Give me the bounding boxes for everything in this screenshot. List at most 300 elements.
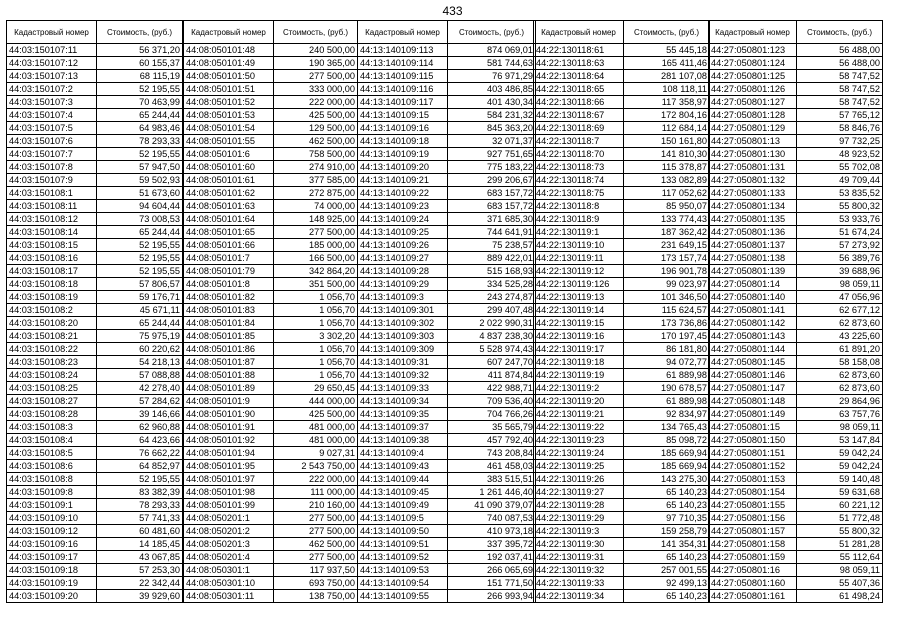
cadastral-number-cell: 44:27:050801:147 — [709, 382, 797, 395]
cadastral-number-cell: 44:03:150107:9 — [7, 174, 97, 187]
cadastral-number-cell: 44:03:150108:23 — [7, 356, 97, 369]
table-row — [7, 239, 183, 252]
cadastral-number-cell: 44:03:150108:24 — [7, 369, 97, 382]
header-cost: Стоимость, (руб.) — [274, 21, 358, 44]
cost-cell: 39 929,60 — [97, 590, 183, 603]
table-row — [184, 135, 358, 148]
cost-cell: 584 231,32 — [448, 109, 536, 122]
cadastral-number-cell: 44:22:130119:20 — [534, 395, 624, 408]
table-row — [7, 83, 183, 96]
table-row — [358, 564, 536, 577]
cadastral-number-cell: 44:22:130118:74 — [534, 174, 624, 187]
table-row — [7, 421, 183, 434]
table-row — [534, 499, 710, 512]
table-row — [534, 408, 710, 421]
cost-cell: 515 168,93 — [448, 265, 536, 278]
cadastral-number-cell: 44:08:050101:82 — [184, 291, 274, 304]
cost-cell: 54 218,13 — [97, 356, 183, 369]
header-cost: Стоимость, (руб.) — [624, 21, 710, 44]
table-row — [709, 161, 883, 174]
cadastral-number-cell: 44:08:050101:9 — [184, 395, 274, 408]
cost-cell: 14 185,45 — [97, 538, 183, 551]
cadastral-number-cell: 44:08:050201:1 — [184, 512, 274, 525]
cost-cell: 141 810,30 — [624, 148, 710, 161]
table-row — [7, 499, 183, 512]
cost-cell: 85 950,07 — [624, 200, 710, 213]
table-row — [534, 70, 710, 83]
cadastral-number-cell: 44:08:050101:90 — [184, 408, 274, 421]
cost-cell: 277 500,00 — [274, 70, 358, 83]
cadastral-number-cell: 44:27:050801:135 — [709, 213, 797, 226]
table-row — [184, 278, 358, 291]
table-row — [358, 330, 536, 343]
cadastral-number-cell: 44:27:050801:127 — [709, 96, 797, 109]
cadastral-table — [533, 20, 710, 603]
cadastral-number-cell: 44:27:050801:129 — [709, 122, 797, 135]
cost-cell: 581 744,63 — [448, 57, 536, 70]
header-cost: Стоимость, (руб.) — [97, 21, 183, 44]
table-header-row — [7, 21, 183, 44]
table-row — [358, 96, 536, 109]
cost-cell: 281 107,08 — [624, 70, 710, 83]
cadastral-number-cell: 44:08:050101:87 — [184, 356, 274, 369]
cadastral-number-cell: 44:03:150108:12 — [7, 213, 97, 226]
cost-cell: 86 181,80 — [624, 343, 710, 356]
table-row — [709, 473, 883, 486]
cost-cell: 5 528 974,43 — [448, 343, 536, 356]
cadastral-number-cell: 44:13:140109:27 — [358, 252, 448, 265]
cadastral-number-cell: 44:03:150109:17 — [7, 551, 97, 564]
cadastral-number-cell: 44:13:140109:33 — [358, 382, 448, 395]
cost-cell: 117 937,50 — [274, 564, 358, 577]
cadastral-number-cell: 44:13:140109:24 — [358, 213, 448, 226]
cadastral-table-3 — [357, 20, 536, 603]
table-row — [7, 395, 183, 408]
cost-cell: 51 772,48 — [797, 512, 883, 525]
cadastral-number-cell: 44:03:150109:19 — [7, 577, 97, 590]
cadastral-number-cell: 44:13:140109:49 — [358, 499, 448, 512]
cadastral-number-cell: 44:27:050801:156 — [709, 512, 797, 525]
cadastral-number-cell: 44:08:050201:2 — [184, 525, 274, 538]
table-row — [184, 291, 358, 304]
cost-cell: 62 873,60 — [797, 382, 883, 395]
cadastral-number-cell: 44:13:140109:301 — [358, 304, 448, 317]
table-row — [7, 564, 183, 577]
cost-cell: 277 500,00 — [274, 226, 358, 239]
table-row — [358, 174, 536, 187]
cost-cell: 52 195,55 — [97, 252, 183, 265]
cadastral-table-1 — [6, 20, 183, 603]
cost-cell: 65 140,23 — [624, 551, 710, 564]
cadastral-number-cell: 44:03:150109:16 — [7, 538, 97, 551]
table-row — [534, 330, 710, 343]
table-row — [7, 486, 183, 499]
cost-cell: 61 498,24 — [797, 590, 883, 603]
cadastral-number-cell: 44:13:140109:20 — [358, 161, 448, 174]
table-header-row — [534, 21, 710, 44]
cost-cell: 172 804,16 — [624, 109, 710, 122]
table-row — [184, 330, 358, 343]
cost-cell: 52 195,55 — [97, 473, 183, 486]
table-row — [709, 83, 883, 96]
cost-cell: 150 161,80 — [624, 135, 710, 148]
table-row — [184, 226, 358, 239]
cost-cell: 29 650,45 — [274, 382, 358, 395]
cadastral-number-cell: 44:13:140109:55 — [358, 590, 448, 603]
cost-cell: 927 751,65 — [448, 148, 536, 161]
cost-cell: 165 411,46 — [624, 57, 710, 70]
cost-cell: 85 098,72 — [624, 434, 710, 447]
cadastral-number-cell: 44:08:050101:64 — [184, 213, 274, 226]
table-row — [709, 408, 883, 421]
table-row — [184, 265, 358, 278]
cost-cell: 56 488,00 — [797, 44, 883, 57]
cadastral-number-cell: 44:08:050101:86 — [184, 343, 274, 356]
header-cadastral-number: Кадастровый номер — [534, 21, 624, 44]
table-row — [534, 148, 710, 161]
cost-cell: 1 056,70 — [274, 304, 358, 317]
cadastral-number-cell: 44:03:150108:14 — [7, 226, 97, 239]
table-row — [709, 551, 883, 564]
cost-cell: 243 274,87 — [448, 291, 536, 304]
table-row — [184, 551, 358, 564]
table-row — [534, 44, 710, 57]
table-row — [709, 499, 883, 512]
cadastral-number-cell: 44:13:140109:116 — [358, 83, 448, 96]
cost-cell: 185 669,94 — [624, 447, 710, 460]
table-row — [7, 44, 183, 57]
cadastral-number-cell: 44:22:130119:18 — [534, 356, 624, 369]
cadastral-number-cell: 44:13:140109:26 — [358, 239, 448, 252]
table-row — [358, 161, 536, 174]
cost-cell: 59 042,24 — [797, 460, 883, 473]
cost-cell: 9 027,31 — [274, 447, 358, 460]
cadastral-number-cell: 44:22:130119:34 — [534, 590, 624, 603]
table-row — [358, 70, 536, 83]
cadastral-number-cell: 44:13:140109:16 — [358, 122, 448, 135]
table-row — [7, 551, 183, 564]
table-row — [534, 382, 710, 395]
cadastral-number-cell: 44:22:130118:61 — [534, 44, 624, 57]
cost-cell: 108 118,11 — [624, 83, 710, 96]
table-row — [7, 70, 183, 83]
cost-cell: 74 000,00 — [274, 200, 358, 213]
table-row — [358, 265, 536, 278]
cadastral-number-cell: 44:13:140109:44 — [358, 473, 448, 486]
table-row — [358, 590, 536, 603]
cadastral-number-cell: 44:22:130119:29 — [534, 512, 624, 525]
cadastral-number-cell: 44:13:140109:23 — [358, 200, 448, 213]
table-row — [534, 369, 710, 382]
table-row — [358, 343, 536, 356]
table-row — [709, 278, 883, 291]
table-row — [184, 96, 358, 109]
cadastral-number-cell: 44:08:050201:4 — [184, 551, 274, 564]
cost-cell: 55 407,36 — [797, 577, 883, 590]
table-row — [7, 174, 183, 187]
cost-cell: 57 765,12 — [797, 109, 883, 122]
table-row — [358, 187, 536, 200]
cost-cell: 70 463,99 — [97, 96, 183, 109]
cadastral-number-cell: 44:08:050101:88 — [184, 369, 274, 382]
table-row — [534, 473, 710, 486]
header-cost: Стоимость, (руб.) — [797, 21, 883, 44]
cost-cell: 170 197,45 — [624, 330, 710, 343]
cadastral-number-cell: 44:27:050801:154 — [709, 486, 797, 499]
cadastral-number-cell: 44:22:130119:16 — [534, 330, 624, 343]
cost-cell: 61 889,98 — [624, 369, 710, 382]
table-row — [7, 590, 183, 603]
cadastral-number-cell: 44:03:150108:8 — [7, 473, 97, 486]
cost-cell: 29 864,96 — [797, 395, 883, 408]
cost-cell: 1 056,70 — [274, 356, 358, 369]
cost-cell: 138 750,00 — [274, 590, 358, 603]
table-row — [184, 486, 358, 499]
cadastral-number-cell: 44:22:130118:69 — [534, 122, 624, 135]
table-row — [709, 369, 883, 382]
cost-cell: 461 458,03 — [448, 460, 536, 473]
cost-cell: 299 206,67 — [448, 174, 536, 187]
table-row — [534, 239, 710, 252]
cadastral-number-cell: 44:27:050801:142 — [709, 317, 797, 330]
cadastral-number-cell: 44:08:050101:51 — [184, 83, 274, 96]
cost-cell: 52 195,55 — [97, 265, 183, 278]
cadastral-number-cell: 44:03:150107:4 — [7, 109, 97, 122]
cadastral-number-cell: 44:03:150109:12 — [7, 525, 97, 538]
cadastral-number-cell: 44:22:130118:70 — [534, 148, 624, 161]
table-row — [184, 356, 358, 369]
cadastral-number-cell: 44:08:050101:85 — [184, 330, 274, 343]
table-row — [7, 187, 183, 200]
cost-cell: 845 363,20 — [448, 122, 536, 135]
table-row — [709, 330, 883, 343]
table-row — [534, 343, 710, 356]
cadastral-number-cell: 44:27:050801:157 — [709, 525, 797, 538]
table-row — [534, 187, 710, 200]
cost-cell: 61 889,98 — [624, 395, 710, 408]
cadastral-number-cell: 44:13:140109:31 — [358, 356, 448, 369]
cadastral-number-cell: 44:22:130118:64 — [534, 70, 624, 83]
cadastral-number-cell: 44:13:140109:29 — [358, 278, 448, 291]
cost-cell: 775 183,22 — [448, 161, 536, 174]
cost-cell: 129 500,00 — [274, 122, 358, 135]
table-row — [709, 213, 883, 226]
cost-cell: 78 293,33 — [97, 135, 183, 148]
cost-cell: 60 155,37 — [97, 57, 183, 70]
table-row — [358, 369, 536, 382]
cadastral-number-cell: 44:13:140109:51 — [358, 538, 448, 551]
cadastral-table — [6, 20, 183, 603]
cadastral-number-cell: 44:22:130119:15 — [534, 317, 624, 330]
table-row — [534, 577, 710, 590]
cadastral-number-cell: 44:03:150109:8 — [7, 486, 97, 499]
cost-cell: 141 354,31 — [624, 538, 710, 551]
table-row — [709, 291, 883, 304]
table-row — [184, 408, 358, 421]
cost-cell: 76 662,22 — [97, 447, 183, 460]
table-row — [184, 525, 358, 538]
cadastral-number-cell: 44:03:150107:12 — [7, 57, 97, 70]
cadastral-number-cell: 44:08:050101:89 — [184, 382, 274, 395]
cost-cell: 32 071,37 — [448, 135, 536, 148]
table-row — [709, 265, 883, 278]
cadastral-number-cell: 44:22:130118:73 — [534, 161, 624, 174]
table-row — [184, 239, 358, 252]
table-row — [534, 96, 710, 109]
table-row — [7, 161, 183, 174]
cadastral-number-cell: 44:22:130119:14 — [534, 304, 624, 317]
cost-cell: 134 765,43 — [624, 421, 710, 434]
cost-cell: 371 685,30 — [448, 213, 536, 226]
cost-cell: 112 684,14 — [624, 122, 710, 135]
cadastral-number-cell: 44:03:150108:17 — [7, 265, 97, 278]
table-row — [7, 577, 183, 590]
table-row — [709, 109, 883, 122]
cost-cell: 39 146,66 — [97, 408, 183, 421]
cost-cell: 173 157,74 — [624, 252, 710, 265]
cadastral-number-cell: 44:08:050301:10 — [184, 577, 274, 590]
table-row — [358, 291, 536, 304]
cadastral-number-cell: 44:22:130119:33 — [534, 577, 624, 590]
cost-cell: 266 065,69 — [448, 564, 536, 577]
cadastral-number-cell: 44:27:050801:125 — [709, 70, 797, 83]
cost-cell: 55 800,32 — [797, 525, 883, 538]
cadastral-number-cell: 44:13:140109:302 — [358, 317, 448, 330]
cost-cell: 744 641,91 — [448, 226, 536, 239]
cadastral-table-4 — [533, 20, 710, 603]
cadastral-number-cell: 44:03:150109:1 — [7, 499, 97, 512]
table-row — [358, 499, 536, 512]
cost-cell: 58 158,08 — [797, 356, 883, 369]
cadastral-number-cell: 44:22:130118:63 — [534, 57, 624, 70]
cost-cell: 266 993,94 — [448, 590, 536, 603]
cadastral-number-cell: 44:27:050801:153 — [709, 473, 797, 486]
cadastral-number-cell: 44:27:050801:152 — [709, 460, 797, 473]
cost-cell: 56 488,00 — [797, 57, 883, 70]
cadastral-number-cell: 44:03:150107:3 — [7, 96, 97, 109]
cost-cell: 196 901,78 — [624, 265, 710, 278]
table-row — [358, 577, 536, 590]
table-row — [534, 174, 710, 187]
cadastral-number-cell: 44:08:050101:92 — [184, 434, 274, 447]
cadastral-number-cell: 44:27:050801:136 — [709, 226, 797, 239]
cost-cell: 342 864,20 — [274, 265, 358, 278]
table-header-row — [358, 21, 536, 44]
cost-cell: 462 500,00 — [274, 135, 358, 148]
cost-cell: 462 500,00 — [274, 538, 358, 551]
table-row — [358, 473, 536, 486]
table-row — [709, 226, 883, 239]
cadastral-number-cell: 44:03:150108:22 — [7, 343, 97, 356]
cadastral-number-cell: 44:22:130119:28 — [534, 499, 624, 512]
cadastral-number-cell: 44:03:150108:25 — [7, 382, 97, 395]
table-row — [534, 213, 710, 226]
cadastral-table — [183, 20, 358, 603]
header-cost: Стоимость, (руб.) — [448, 21, 536, 44]
table-row — [709, 564, 883, 577]
cost-cell: 62 677,12 — [797, 304, 883, 317]
table-row — [7, 252, 183, 265]
table-row — [709, 590, 883, 603]
cadastral-number-cell: 44:13:140109:22 — [358, 187, 448, 200]
cadastral-number-cell: 44:08:050101:50 — [184, 70, 274, 83]
cadastral-number-cell: 44:03:150108:5 — [7, 447, 97, 460]
table-row — [534, 564, 710, 577]
cost-cell: 2 022 990,31 — [448, 317, 536, 330]
cadastral-number-cell: 44:22:130118:8 — [534, 200, 624, 213]
table-row — [184, 252, 358, 265]
cost-cell: 58 747,52 — [797, 96, 883, 109]
cost-cell: 2 543 750,00 — [274, 460, 358, 473]
cost-cell: 299 407,48 — [448, 304, 536, 317]
table-row — [709, 382, 883, 395]
table-row — [358, 57, 536, 70]
table-row — [184, 382, 358, 395]
cost-cell: 889 422,01 — [448, 252, 536, 265]
table-row — [184, 109, 358, 122]
table-row — [184, 83, 358, 96]
cost-cell: 49 709,44 — [797, 174, 883, 187]
cadastral-number-cell: 44:13:140109:21 — [358, 174, 448, 187]
cost-cell: 231 649,15 — [624, 239, 710, 252]
cost-cell: 425 500,00 — [274, 109, 358, 122]
cost-cell: 75 238,57 — [448, 239, 536, 252]
cadastral-number-cell: 44:03:150108:21 — [7, 330, 97, 343]
cost-cell: 3 302,20 — [274, 330, 358, 343]
table-row — [184, 434, 358, 447]
cadastral-number-cell: 44:13:140109:28 — [358, 265, 448, 278]
table-row — [709, 187, 883, 200]
table-row — [709, 70, 883, 83]
table-row — [358, 408, 536, 421]
cost-cell: 683 157,72 — [448, 187, 536, 200]
cost-cell: 444 000,00 — [274, 395, 358, 408]
cost-cell: 481 000,00 — [274, 421, 358, 434]
table-row — [709, 122, 883, 135]
table-row — [184, 395, 358, 408]
table-row — [358, 486, 536, 499]
cost-cell: 481 000,00 — [274, 434, 358, 447]
table-row — [184, 538, 358, 551]
cost-cell: 57 284,62 — [97, 395, 183, 408]
cadastral-number-cell: 44:27:050801:146 — [709, 369, 797, 382]
table-row — [358, 395, 536, 408]
table-row — [358, 382, 536, 395]
table-row — [184, 161, 358, 174]
cost-cell: 53 933,76 — [797, 213, 883, 226]
cadastral-number-cell: 44:22:130119:3 — [534, 525, 624, 538]
table-row — [358, 304, 536, 317]
table-row — [7, 226, 183, 239]
cost-cell: 403 486,85 — [448, 83, 536, 96]
cost-cell: 151 771,50 — [448, 577, 536, 590]
table-row — [358, 239, 536, 252]
cost-cell: 63 757,76 — [797, 408, 883, 421]
table-row — [184, 57, 358, 70]
table-row — [184, 44, 358, 57]
cadastral-number-cell: 44:27:050801:155 — [709, 499, 797, 512]
cadastral-number-cell: 44:08:050101:54 — [184, 122, 274, 135]
cadastral-number-cell: 44:27:050801:150 — [709, 434, 797, 447]
cost-cell: 1 056,70 — [274, 291, 358, 304]
cadastral-number-cell: 44:08:050101:48 — [184, 44, 274, 57]
cadastral-table-2 — [183, 20, 358, 603]
cost-cell: 98 059,11 — [797, 564, 883, 577]
cadastral-number-cell: 44:08:050101:63 — [184, 200, 274, 213]
cadastral-number-cell: 44:03:150107:13 — [7, 70, 97, 83]
cost-cell: 59 140,48 — [797, 473, 883, 486]
cadastral-number-cell: 44:27:050801:14 — [709, 278, 797, 291]
